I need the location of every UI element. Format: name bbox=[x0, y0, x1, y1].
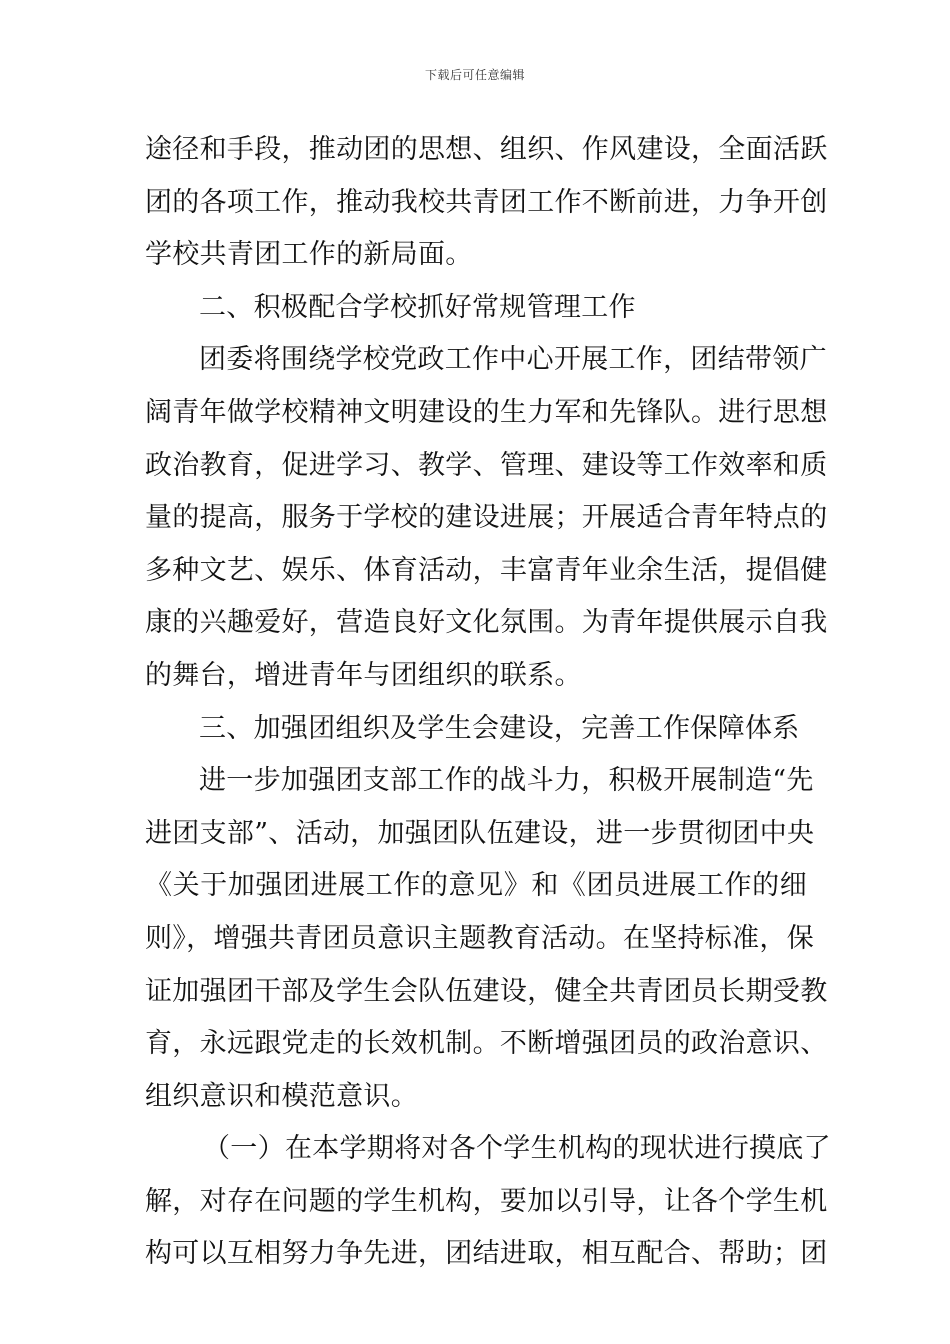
text-line: 途径和手段，推动团的思想、组织、作风建设，全面活跃 bbox=[145, 134, 828, 165]
text-line: 《关于加强团进展工作的意见》和《团员进展工作的细 bbox=[145, 870, 807, 902]
section-heading-2: 二、积极配合学校抓好常规管理工作 bbox=[199, 291, 636, 323]
text-line: 量的提高，服务于学校的建设进展；开展适合青年特点的 bbox=[145, 502, 828, 534]
text-line: 解，对存在问题的学生机构，要加以引导，让各个学生机 bbox=[145, 1185, 828, 1217]
text-line: 学校共青团工作的新局面。 bbox=[145, 239, 473, 271]
text-line: 团委将围绕学校党政工作中心开展工作，团结带领广 bbox=[199, 344, 827, 376]
text-line: 康的兴趣爱好，营造良好文化氛围。为青年提供展示自我 bbox=[145, 607, 828, 639]
text-line: 政治教育，促进学习、教学、管理、建设等工作效率和质 bbox=[145, 449, 828, 481]
text-line: 阔青年做学校精神文明建设的生力军和先锋队。进行思想 bbox=[145, 396, 828, 428]
text-line: 构可以互相努力争先进，团结进取，相互配合、帮助；团 bbox=[145, 1238, 828, 1270]
section-heading-3: 三、加强团组织及学生会建设，完善工作保障体系 bbox=[199, 712, 800, 744]
text-line: 组织意识和模范意识。 bbox=[145, 1080, 418, 1112]
text-line: 团的各项工作，推动我校共青团工作不断前进，力争开创 bbox=[145, 186, 828, 218]
text-line: 的舞台，增进青年与团组织的联系。 bbox=[145, 659, 582, 691]
text-line: 多种文艺、娱乐、体育活动，丰富青年业余生活，提倡健 bbox=[145, 554, 828, 586]
text-line: 证加强团干部及学生会队伍建设，健全共青团员长期受教 bbox=[145, 975, 828, 1007]
subsection-1-line: （一）在本学期将对各个学生机构的现状进行摸底了 bbox=[203, 1133, 831, 1165]
text-line: 进团支部”、活动，加强团队伍建设，进一步贯彻团中央 bbox=[145, 817, 815, 849]
text-line: 育，永远跟党走的长效机制。不断增强团员的政治意识、 bbox=[145, 1028, 828, 1060]
document-body bbox=[145, 124, 831, 1281]
page-header-note: 下载后可任意编辑 bbox=[424, 68, 525, 82]
text-line: 则》，增强共青团员意识主题教育活动。在坚持标准，保 bbox=[145, 922, 814, 954]
text-line: 进一步加强团支部工作的战斗力，积极开展制造“先 bbox=[199, 765, 814, 797]
